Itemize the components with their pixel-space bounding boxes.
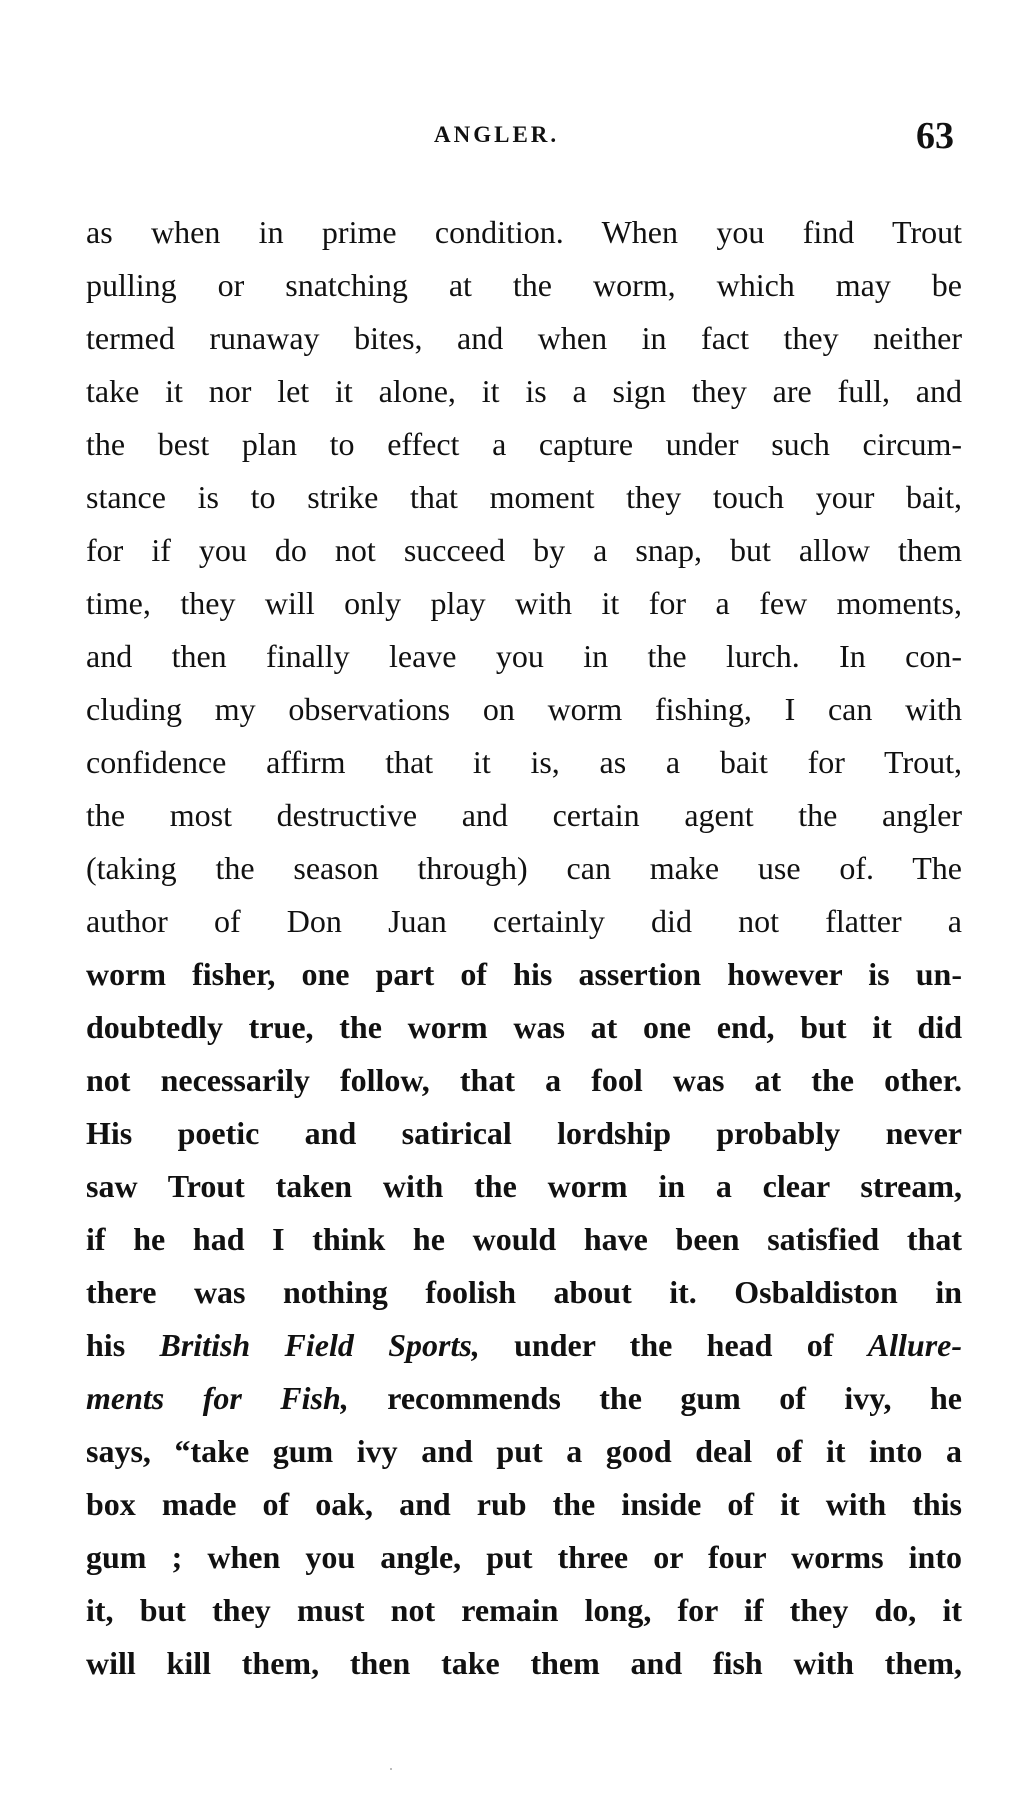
running-title: ANGLER. — [434, 122, 560, 147]
text-line: take it nor let it alone, it is a sign they are full, and — [86, 373, 962, 409]
text-line: (taking the season through) can make use of. The — [86, 850, 962, 886]
text-line: termed runaway bites, and when in fact they neither — [86, 320, 962, 356]
text-line: not necessarily follow, that a fool was at the other. — [86, 1062, 962, 1098]
running-head — [0, 115, 1024, 158]
text-line: gum ; when you angle, put three or four worms into — [86, 1539, 962, 1575]
text-line: the most destructive and certain agent the angler — [86, 797, 962, 833]
chapter-title-allurements: Allure- — [867, 1327, 962, 1363]
text-line: as when in prime condition. When you find Trout — [86, 214, 962, 250]
text-line: pulling or snatching at the worm, which may be — [86, 267, 962, 303]
text-line: worm fisher, one part of his assertion however is un- — [86, 956, 962, 992]
text-line: confidence affirm that it is, as a bait for Trout, — [86, 744, 962, 780]
scan-speck — [390, 1768, 392, 1770]
book-title-british-field-sports: British Field Sports, — [159, 1327, 480, 1363]
text-line: will kill them, then take them and fish with them, — [86, 1645, 962, 1681]
text-line: there was nothing foolish about it. Osbaldiston in — [86, 1274, 962, 1310]
text-run: his — [86, 1327, 160, 1363]
text-line: His poetic and satirical lordship probably never — [86, 1115, 962, 1151]
text-line: says, “take gum ivy and put a good deal of it into a — [86, 1433, 962, 1469]
text-line — [86, 1372, 962, 1425]
text-line: the best plan to effect a capture under such circum- — [86, 426, 962, 462]
page-number: 63 — [916, 115, 954, 157]
text-line: it, but they must not remain long, for if they do, it — [86, 1592, 962, 1628]
text-line: and then finally leave you in the lurch. In con- — [86, 638, 962, 674]
text-line: author of Don Juan certainly did not flatter a — [86, 903, 962, 939]
text-run: recommends the gum of ivy, he — [348, 1380, 962, 1416]
text-line: if he had I think he would have been satisfied that — [86, 1221, 962, 1257]
text-line: for if you do not succeed by a snap, but allow them — [86, 532, 962, 568]
text-line: box made of oak, and rub the inside of it with this — [86, 1486, 962, 1522]
text-line: cluding my observations on worm fishing, I can with — [86, 691, 962, 727]
text-line: stance is to strike that moment they touch your bait, — [86, 479, 962, 515]
text-line: doubtedly true, the worm was at one end, but it did — [86, 1009, 962, 1045]
text-line: saw Trout taken with the worm in a clear stream, — [86, 1168, 962, 1204]
text-line: time, they will only play with it for a few moments, — [86, 585, 962, 621]
chapter-title-allurements-cont: ments for Fish, — [86, 1380, 349, 1416]
text-line — [86, 1319, 962, 1372]
text-run: under the head of — [479, 1327, 868, 1363]
body-text — [86, 206, 962, 1690]
